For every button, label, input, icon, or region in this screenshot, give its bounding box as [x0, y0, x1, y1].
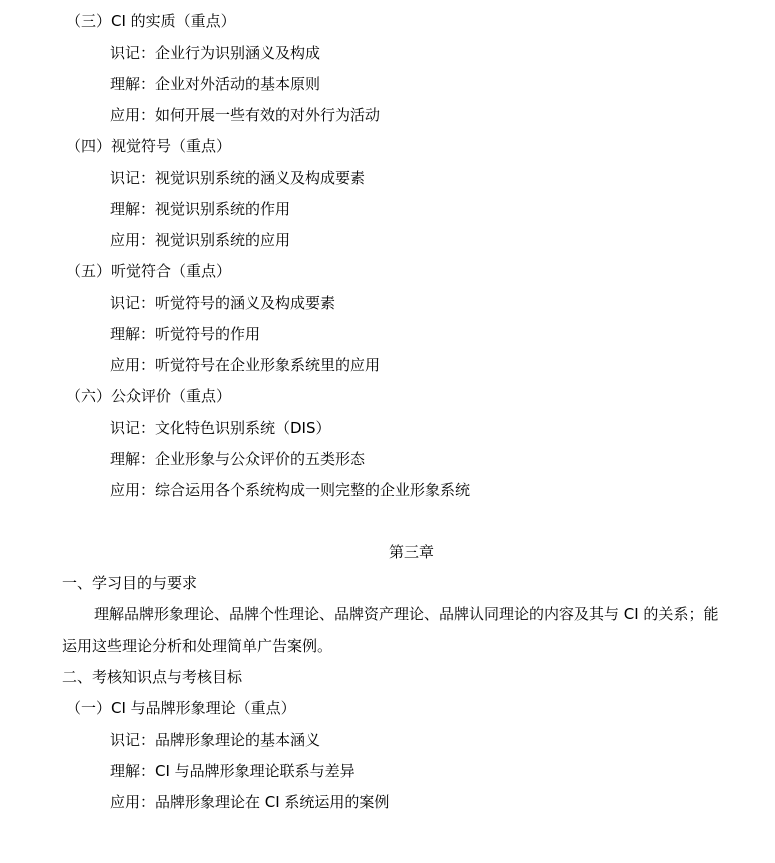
- understand-item: 理解：视觉识别系统的作用: [110, 200, 291, 218]
- understand-item: 理解：企业对外活动的基本原则: [110, 75, 321, 93]
- apply-item: 应用：如何开展一些有效的对外行为活动: [110, 106, 381, 124]
- apply-item: 应用：听觉符号在企业形象系统里的应用: [110, 356, 381, 374]
- recognize-item: 识记：视觉识别系统的涵义及构成要素: [110, 169, 366, 187]
- understand-item: 理解：CI 与品牌形象理论联系与差异: [110, 762, 355, 780]
- goals-heading: 一、学习目的与要求: [62, 574, 198, 592]
- assessment-heading: 二、考核知识点与考核目标: [62, 668, 243, 686]
- understand-item: 理解：听觉符号的作用: [110, 325, 261, 343]
- section-heading-5: （五）听觉符合（重点）: [66, 262, 232, 280]
- section-heading-4: （四）视觉符号（重点）: [66, 137, 232, 155]
- chapter-title: 第三章: [389, 543, 435, 561]
- section-heading-3: （三）CI 的实质（重点）: [66, 12, 236, 30]
- goals-paragraph-line-1: 理解品牌形象理论、品牌个性理论、品牌资产理论、品牌认同理论的内容及其与 CI 的关系；能: [94, 605, 719, 623]
- apply-item: 应用：视觉识别系统的应用: [110, 231, 291, 249]
- recognize-item: 识记：企业行为识别涵义及构成: [110, 44, 321, 62]
- goals-paragraph-line-2: 运用这些理论分析和处理简单广告案例。: [62, 637, 333, 655]
- recognize-item: 识记：听觉符号的涵义及构成要素: [110, 294, 336, 312]
- recognize-item: 识记：文化特色识别系统（DIS）: [110, 419, 331, 437]
- section-heading-6: （六）公众评价（重点）: [66, 387, 232, 405]
- understand-item: 理解：企业形象与公众评价的五类形态: [110, 450, 366, 468]
- recognize-item: 识记：品牌形象理论的基本涵义: [110, 731, 321, 749]
- section-heading-ch3-1: （一）CI 与品牌形象理论（重点）: [66, 699, 296, 717]
- apply-item: 应用：品牌形象理论在 CI 系统运用的案例: [110, 793, 390, 811]
- apply-item: 应用：综合运用各个系统构成一则完整的企业形象系统: [110, 481, 471, 499]
